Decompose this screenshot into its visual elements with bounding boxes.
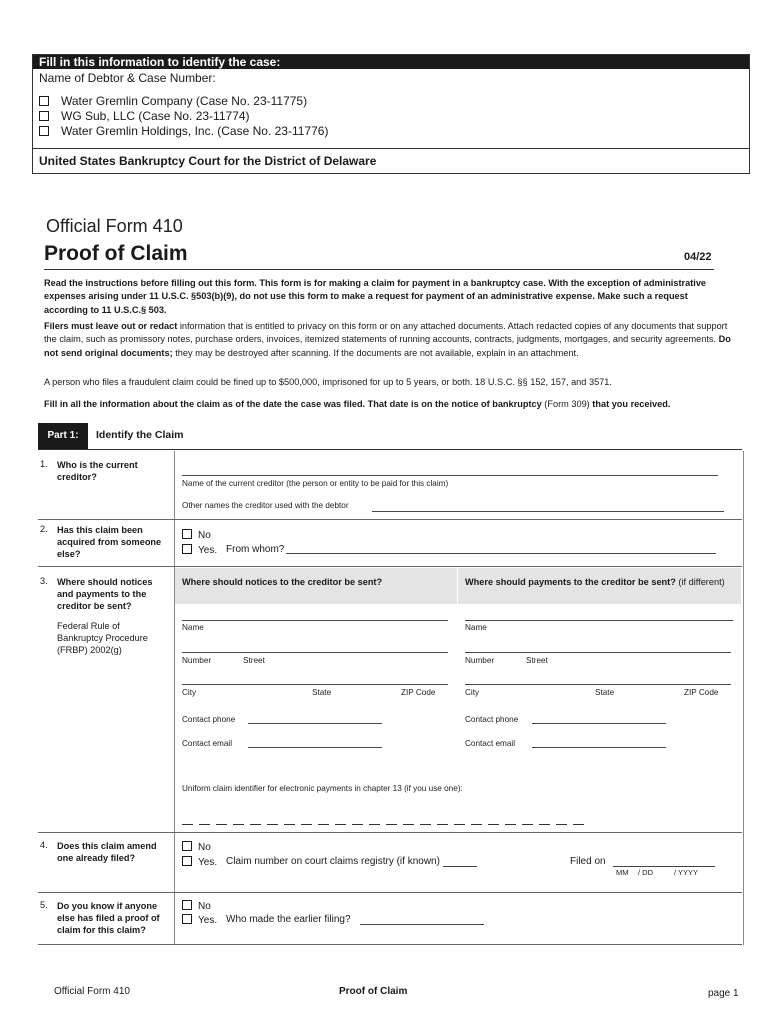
fill-in-note-form: (Form 309): [541, 399, 593, 409]
option-label: No: [198, 530, 211, 541]
q4-option-yes[interactable]: [182, 856, 217, 868]
case-info-box: [32, 54, 750, 174]
question-5-text: Do you know if anyone else has filed a proof of claim for this claim?: [57, 901, 160, 935]
notices-heading: Where should notices to the creditor be sent?: [182, 577, 383, 587]
payments-heading-main: Where should payments to the creditor be sent?: [465, 577, 676, 587]
payments-phone-field[interactable]: [532, 723, 666, 724]
payments-phone-label: Contact phone: [465, 715, 519, 724]
question-number: 3.: [40, 576, 48, 586]
answer-column-frame: [174, 451, 744, 945]
filed-on-label: Filed on: [570, 856, 606, 867]
payments-name-field[interactable]: [465, 620, 733, 621]
debtor-option-2[interactable]: [39, 109, 250, 124]
earlier-filing-field[interactable]: [360, 924, 484, 925]
notices-street-field[interactable]: [182, 652, 448, 653]
uci-input[interactable]: [182, 812, 590, 830]
claim-number-label: Claim number on court claims registry (if known): [226, 856, 440, 867]
checkbox-icon[interactable]: [182, 529, 192, 539]
footer-title: Proof of Claim: [339, 986, 408, 997]
question-number: 4.: [40, 840, 48, 850]
checkbox-icon[interactable]: [182, 544, 192, 554]
date-dd-hint: / DD: [638, 868, 653, 877]
date-mm-hint: MM: [616, 868, 629, 877]
payments-heading: [465, 576, 735, 588]
section-divider: [38, 566, 742, 567]
title-divider: [44, 269, 714, 270]
notices-phone-field[interactable]: [248, 723, 382, 724]
notices-state-label: State: [312, 688, 332, 697]
fill-in-note-a: Fill in all the information about the claim as of the date the case was filed. That date is on the notice of bankruptcy: [44, 399, 542, 409]
notices-street-label: Street: [243, 656, 265, 665]
payments-street-field[interactable]: [465, 652, 731, 653]
instructions-paragraph-2: [44, 320, 734, 360]
redact-tail: they may be destroyed after scanning. If the documents are not available, explain in an attachment.: [172, 347, 579, 358]
question-4-text: Does this claim amend one already filed?: [57, 841, 157, 863]
q4-option-no[interactable]: [182, 841, 211, 853]
debtor-option-1[interactable]: [39, 94, 307, 109]
footer-form-number: Official Form 410: [54, 986, 130, 997]
notices-city-field[interactable]: [182, 684, 448, 685]
other-names-field[interactable]: [372, 511, 724, 512]
section-divider: [38, 944, 742, 945]
fraud-warning: A person who files a fraudulent claim could be fined up to $500,000, imprisoned for up to 5 years, or both. 18 U.S.C. §§ 152, 157, and 3571.: [44, 377, 612, 387]
case-info-header: Fill in this information to identify the case:: [33, 55, 749, 69]
question-number: 5.: [40, 900, 48, 910]
claim-number-field[interactable]: [443, 866, 477, 867]
notices-email-label: Contact email: [182, 739, 233, 748]
payments-name-label: Name: [465, 623, 487, 632]
payments-zip-label: ZIP Code: [684, 688, 719, 697]
section-divider: [38, 832, 742, 833]
payments-city-field[interactable]: [465, 684, 731, 685]
creditor-name-hint: Name of the current creditor (the person or entity to be paid for this claim): [182, 479, 449, 488]
notices-number-label: Number: [182, 656, 212, 665]
filed-on-field[interactable]: [613, 866, 715, 867]
question-number: 1.: [40, 459, 48, 469]
debtor-option-label: WG Sub, LLC (Case No. 23-11774): [61, 109, 250, 123]
section-divider: [38, 892, 742, 893]
notices-email-field[interactable]: [248, 747, 382, 748]
option-label: Yes.: [198, 915, 218, 926]
question-3-text: Where should notices and payments to the creditor be sent?: [57, 577, 153, 611]
part-divider: [38, 449, 742, 450]
form-version: 04/22: [684, 251, 712, 263]
frbp-note: Federal Rule of Bankruptcy Procedure (FRBP) 2002(g): [57, 621, 148, 655]
checkbox-icon[interactable]: [39, 96, 49, 106]
uci-label: Uniform claim identifier for electronic payments in chapter 13 (if you use one):: [182, 784, 463, 793]
part-title: Identify the Claim: [96, 429, 184, 441]
debtor-option-label: Water Gremlin Company (Case No. 23-11775): [61, 94, 308, 108]
option-label: No: [198, 842, 211, 853]
option-label: Yes.: [198, 857, 218, 868]
option-label: No: [198, 901, 211, 912]
debtor-option-label: Water Gremlin Holdings, Inc. (Case No. 23-11776): [61, 124, 329, 138]
earlier-filing-label: Who made the earlier filing?: [226, 914, 351, 925]
debtor-option-3[interactable]: [39, 124, 328, 139]
form-title: Proof of Claim: [44, 242, 188, 265]
fill-in-note: [44, 398, 734, 411]
debtor-label: Name of Debtor & Case Number:: [39, 71, 216, 85]
fill-in-note-c: that you received.: [592, 399, 671, 409]
payments-heading-note: (if different): [675, 577, 725, 587]
notices-zip-label: ZIP Code: [401, 688, 436, 697]
payments-email-label: Contact email: [465, 739, 516, 748]
q2-option-yes[interactable]: [182, 544, 217, 556]
question-number: 2.: [40, 524, 48, 534]
payments-city-label: City: [465, 688, 480, 697]
payments-street-label: Street: [526, 656, 548, 665]
payments-email-field[interactable]: [532, 747, 666, 748]
notices-name-field[interactable]: [182, 620, 448, 621]
checkbox-icon[interactable]: [39, 111, 49, 121]
from-whom-label: From whom?: [226, 544, 285, 555]
q5-option-no[interactable]: [182, 900, 211, 912]
section-divider: [38, 519, 742, 520]
checkbox-icon[interactable]: [182, 900, 192, 910]
redact-text: information that is entitled to privacy on this form or on any attached documents. Attach redacted copies of any documents that support the claim, such as promissory notes, purchase orders, invoices, itemized statements of running accounts, contracts, judgments, mortgages, and security agreements.: [44, 321, 728, 345]
no-originals-text: Do not send original documents;: [44, 334, 731, 358]
redact-lead: Filers must leave out or redact: [44, 321, 178, 331]
footer-page-number: page 1: [708, 988, 739, 999]
option-label: Yes.: [198, 545, 218, 556]
payments-state-label: State: [595, 688, 615, 697]
q2-option-no[interactable]: [182, 529, 211, 541]
creditor-name-field[interactable]: [182, 475, 718, 476]
from-whom-field[interactable]: [286, 553, 716, 554]
question-1-text: Who is the current creditor?: [57, 460, 138, 482]
payments-number-label: Number: [465, 656, 495, 665]
checkbox-icon[interactable]: [39, 126, 49, 136]
court-name: United States Bankruptcy Court for the District of Delaware: [39, 154, 377, 168]
other-names-label: Other names the creditor used with the debtor: [182, 501, 349, 510]
part-label: Part 1:: [38, 423, 88, 449]
checkbox-icon[interactable]: [182, 914, 192, 924]
form-number: Official Form 410: [46, 216, 183, 236]
notices-name-label: Name: [182, 623, 204, 632]
question-2-text: Has this claim been acquired from someone else?: [57, 525, 162, 559]
instructions-paragraph-1: Read the instructions before filling out this form. This form is for making a claim for payment in a bankruptcy case. With the exception of administrative expenses arising under 11 U.S.C. §503(b)(9), do not use this form to make a request for payment of an administrative expense. Make such a request according to 11 U.S.C.§ 503.: [44, 278, 707, 315]
q5-option-yes[interactable]: [182, 914, 217, 926]
checkbox-icon[interactable]: [182, 856, 192, 866]
case-divider: [33, 148, 749, 149]
checkbox-icon[interactable]: [182, 841, 192, 851]
notices-city-label: City: [182, 688, 197, 697]
notices-phone-label: Contact phone: [182, 715, 236, 724]
date-yyyy-hint: / YYYY: [674, 868, 699, 877]
